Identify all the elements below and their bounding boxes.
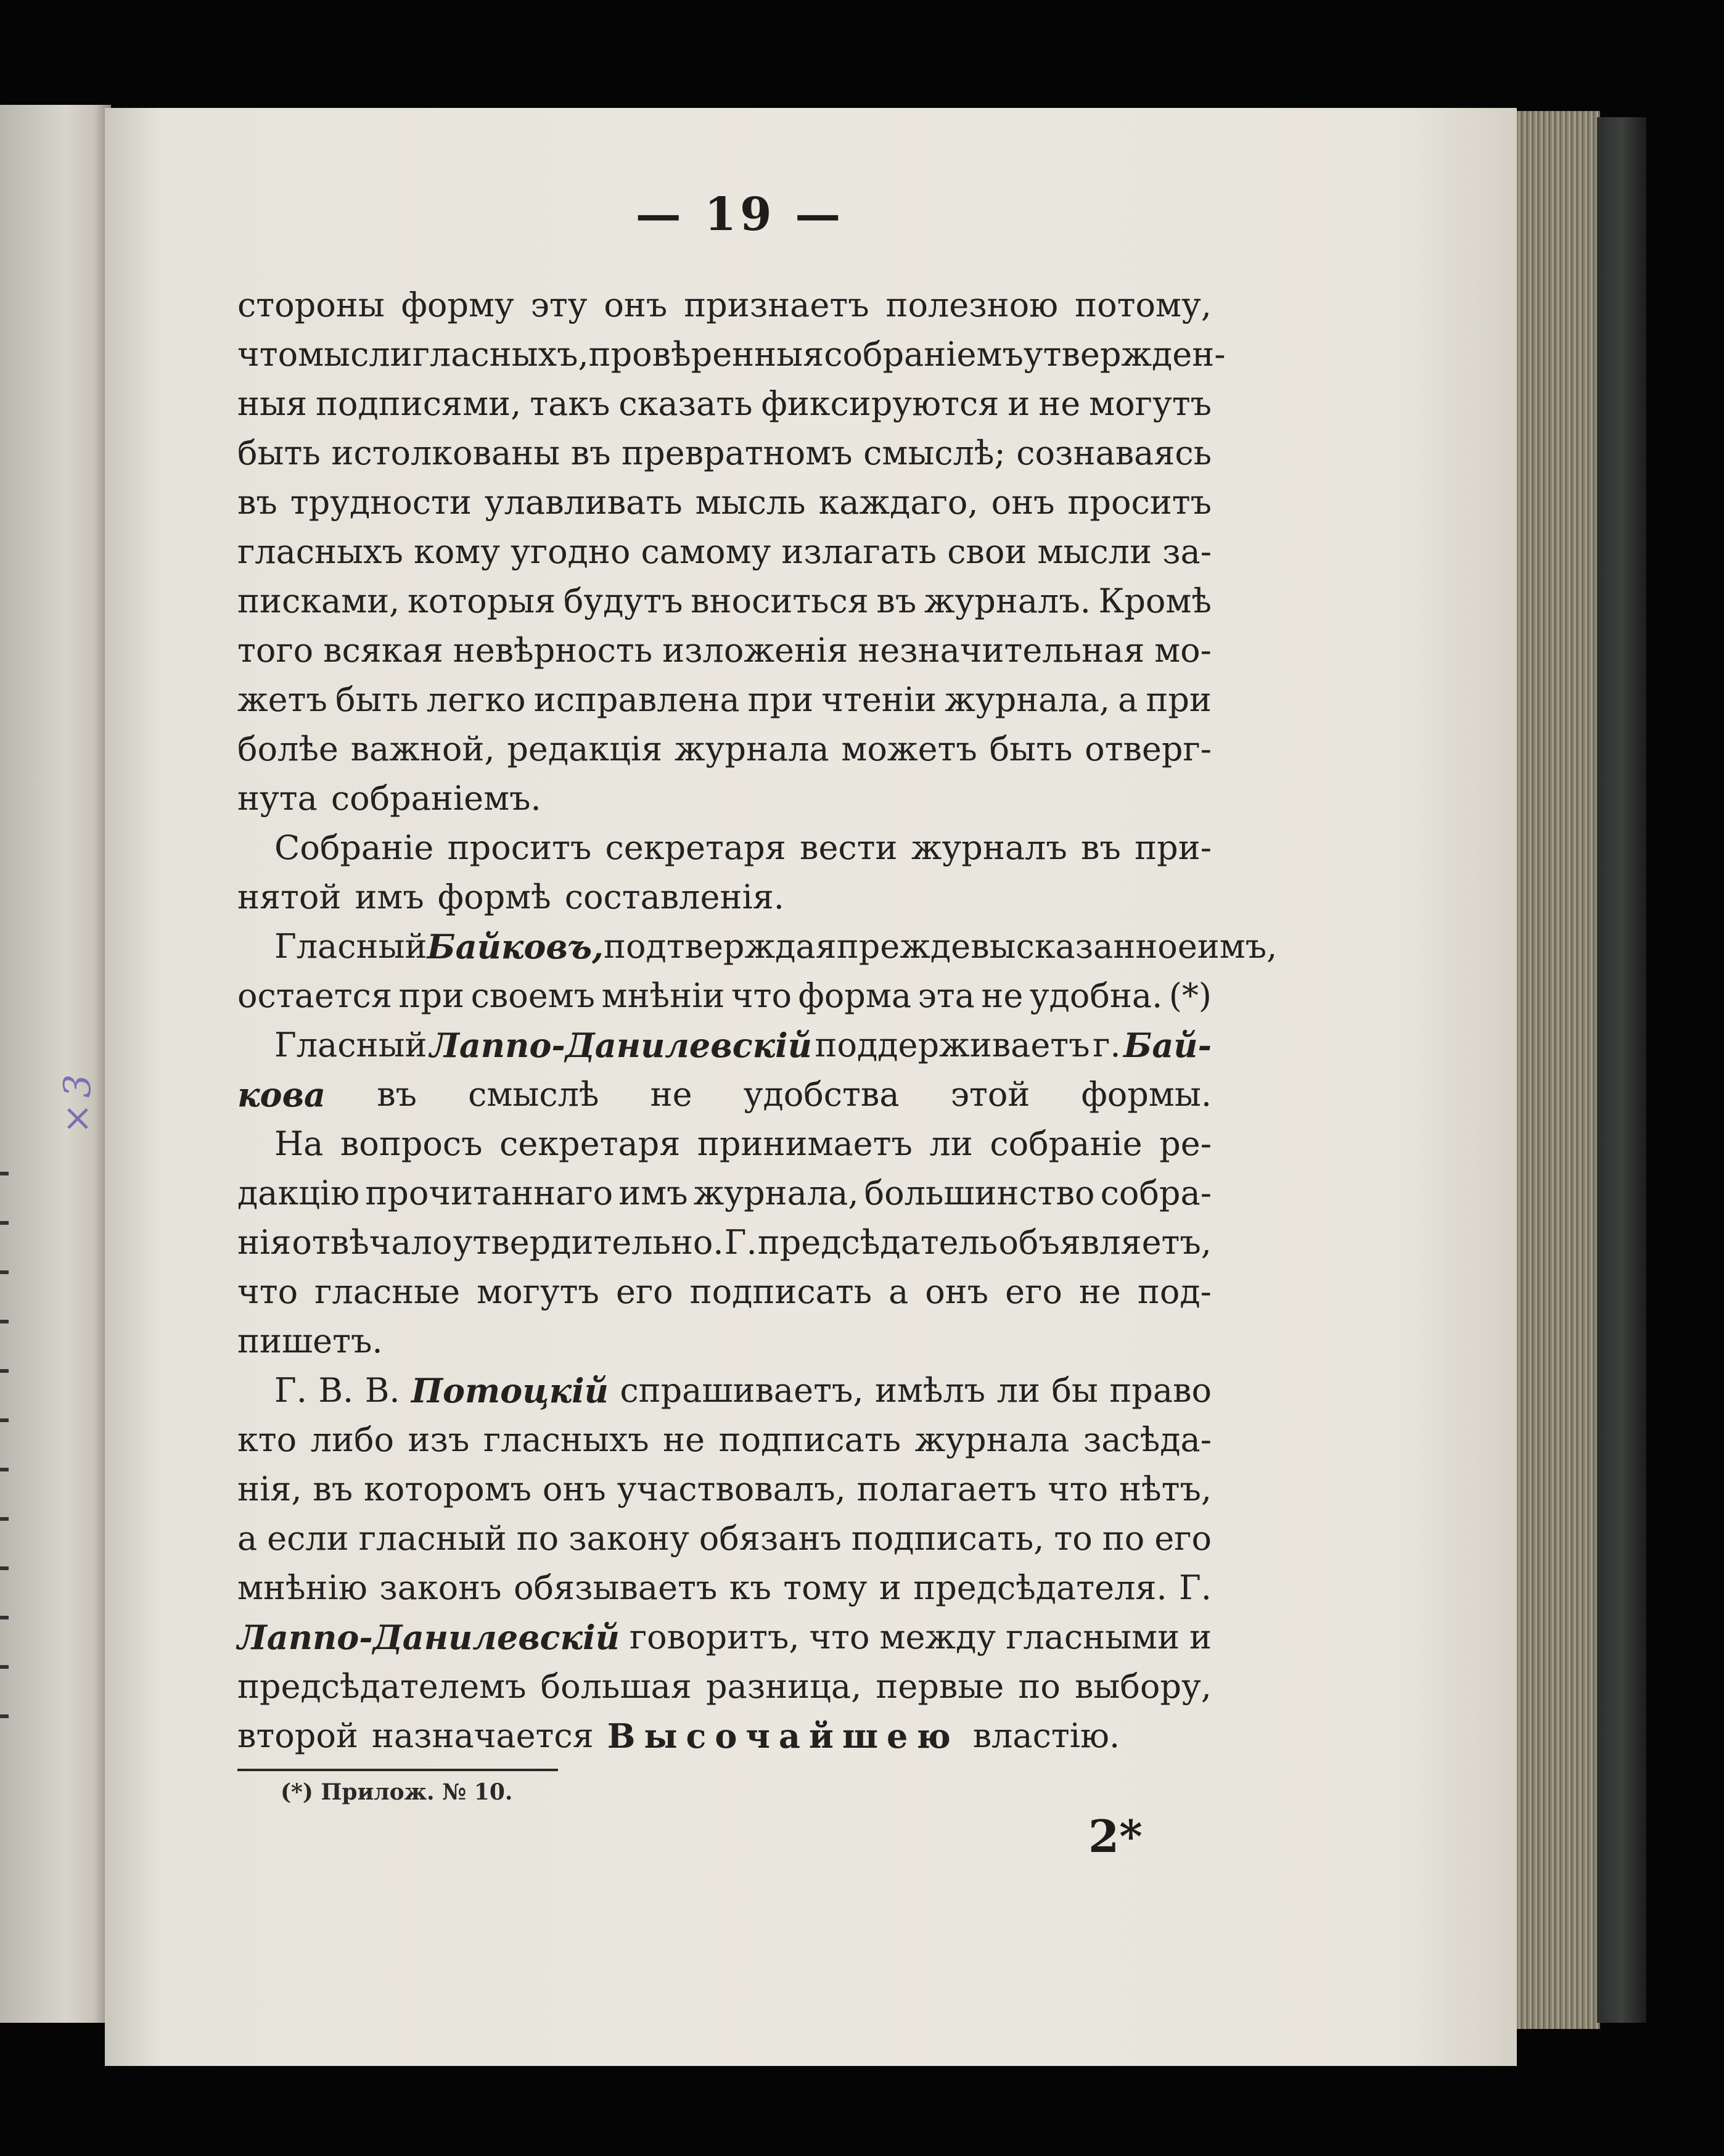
word: по <box>1102 1519 1145 1558</box>
word: и <box>879 1568 901 1607</box>
word: властію. <box>972 1716 1120 1755</box>
word: при <box>747 680 814 719</box>
word: въ <box>1081 828 1121 867</box>
text-line <box>237 429 1212 478</box>
word: подписями, <box>316 384 522 423</box>
word: къ <box>729 1568 771 1607</box>
word: онъ <box>604 286 668 324</box>
word: онъ <box>925 1272 989 1311</box>
text-line <box>237 1119 1212 1169</box>
word: гласныхъ <box>237 532 403 571</box>
word: имъ <box>618 1174 688 1212</box>
word: чтеніи <box>821 680 937 719</box>
word: остается <box>237 976 392 1015</box>
word: по <box>516 1519 559 1558</box>
word: нятой <box>237 878 342 916</box>
word: г. <box>1093 1026 1121 1064</box>
word: участвовалъ, <box>617 1470 846 1508</box>
word: быть <box>335 680 419 719</box>
word: пишетъ. <box>237 1322 383 1360</box>
word: предсѣдателемъ <box>237 1667 527 1706</box>
word: гласные <box>314 1272 461 1311</box>
word: журналъ <box>911 828 1067 867</box>
word: (*) <box>1168 976 1212 1015</box>
word: смыслѣ <box>468 1075 599 1114</box>
word: при- <box>1135 828 1212 867</box>
word: второй <box>237 1716 358 1755</box>
word: будутъ <box>563 582 683 620</box>
book-cover-edge <box>1597 117 1646 2023</box>
word: В. <box>318 1371 354 1410</box>
word: мысли <box>1037 532 1152 571</box>
word: подписать, <box>851 1519 1045 1558</box>
word: гласный <box>358 1519 507 1558</box>
word: этой <box>950 1075 1030 1114</box>
word: не <box>1078 1272 1121 1311</box>
word: исправлена <box>533 680 740 719</box>
text-line <box>237 1070 1212 1119</box>
word: Г. <box>724 1223 757 1262</box>
word: такъ <box>530 384 610 423</box>
word: засѣда- <box>1083 1420 1212 1459</box>
word: Байковъ, <box>427 927 604 966</box>
word: тому <box>783 1568 868 1607</box>
word: подписать <box>689 1272 872 1311</box>
word: эта <box>917 976 975 1015</box>
text-line <box>237 1711 1212 1761</box>
word: мнѣнію <box>237 1568 367 1607</box>
word: отвѣчало <box>292 1223 453 1262</box>
word: первые <box>876 1667 1004 1706</box>
text-line <box>237 1563 1212 1613</box>
word: жетъ <box>237 680 327 719</box>
page-number-header: — 19 — <box>635 188 845 241</box>
word: Лаппо-Данилевскій <box>430 1026 812 1065</box>
word: удобна. <box>1029 976 1163 1015</box>
word: стороны <box>237 286 385 324</box>
word: Гласный <box>274 1026 427 1064</box>
word: своемъ <box>470 976 596 1015</box>
word: важной, <box>350 730 495 768</box>
word: того <box>237 631 314 670</box>
word: фиксируются <box>761 384 1000 423</box>
word: писками, <box>237 582 400 620</box>
word: предсѣдателя. <box>913 1568 1167 1607</box>
word: составленія. <box>564 878 784 916</box>
word: кова <box>237 1075 326 1114</box>
word: формѣ <box>437 878 551 916</box>
word: и <box>1189 1618 1212 1656</box>
word: закону <box>569 1519 689 1558</box>
word: В. <box>364 1371 400 1410</box>
text-line <box>237 1021 1212 1070</box>
word: секретаря <box>605 828 786 867</box>
word: гласныхъ <box>483 1420 649 1459</box>
word: то <box>1054 1519 1093 1558</box>
text-line <box>237 1218 1212 1267</box>
word: назначается <box>371 1716 594 1755</box>
word: незначительная <box>858 631 1145 670</box>
word: большая <box>540 1667 692 1706</box>
word: секретаря <box>499 1124 681 1163</box>
word: болѣе <box>237 730 339 768</box>
word: кто <box>237 1420 297 1459</box>
word: за- <box>1162 532 1212 571</box>
word: каждаго, <box>818 483 979 522</box>
text-line <box>237 527 1212 577</box>
word: гласныхъ, <box>412 335 589 374</box>
word: Г. <box>274 1371 307 1410</box>
word: Лаппо-Данилевскій <box>237 1618 620 1657</box>
word: Бай- <box>1123 1026 1212 1065</box>
word: Потоцкій <box>411 1371 609 1410</box>
word: объявляетъ, <box>998 1223 1212 1262</box>
word: Г. <box>1179 1568 1212 1607</box>
word: истолкованы <box>331 434 560 472</box>
word: его <box>615 1272 673 1311</box>
word: могутъ <box>477 1272 599 1311</box>
word: утвержден- <box>1023 335 1226 374</box>
word: его <box>1154 1519 1212 1558</box>
word: не <box>981 976 1024 1015</box>
word: принимаетъ <box>697 1124 913 1163</box>
text-line <box>237 577 1212 626</box>
word: смыслѣ; <box>863 434 1006 472</box>
word: Гласный <box>274 927 427 966</box>
word: по <box>1018 1667 1061 1706</box>
word: На <box>274 1124 324 1163</box>
word: имъ, <box>1197 927 1278 966</box>
word: большинство <box>864 1174 1095 1212</box>
word: если <box>267 1519 349 1558</box>
footnote-rule <box>237 1769 558 1771</box>
text-line <box>237 922 1278 971</box>
word: что <box>237 1272 298 1311</box>
text-line <box>237 1169 1212 1218</box>
word: имѣлъ <box>874 1371 986 1410</box>
word: отверг- <box>1085 730 1212 768</box>
word: самому <box>641 532 771 571</box>
word: подтверждая <box>603 927 837 966</box>
word: при <box>1146 680 1212 719</box>
word: невѣрность <box>453 631 653 670</box>
handwritten-library-mark: ×3 <box>56 1074 99 1141</box>
word: угодно <box>511 532 631 571</box>
word: превратномъ <box>622 434 853 472</box>
word: вноситься <box>691 582 869 620</box>
signature-mark: 2* <box>1088 1810 1143 1862</box>
word: высказанное <box>971 927 1197 966</box>
text-line <box>237 281 1212 330</box>
word: при <box>398 976 465 1015</box>
word: а <box>237 1519 258 1558</box>
text-line <box>237 1415 1212 1465</box>
word: онъ <box>542 1470 606 1508</box>
word: мысли <box>298 335 413 374</box>
word: прежде <box>836 927 971 966</box>
footnote: (*) Прилож. № 10. <box>281 1779 513 1805</box>
word: законъ <box>379 1568 502 1607</box>
word: Высочайшею <box>607 1716 959 1756</box>
word: кому <box>413 532 500 571</box>
word: нія, <box>237 1470 302 1508</box>
word: форма <box>798 976 912 1015</box>
text-line <box>237 823 1212 873</box>
word: которыя <box>407 582 556 620</box>
word: ли <box>929 1124 973 1163</box>
word: нута <box>237 779 318 818</box>
word: бы <box>1051 1371 1098 1410</box>
word: либо <box>310 1420 394 1459</box>
text-line <box>237 1465 1212 1514</box>
word: сказать <box>618 384 753 423</box>
word: нія <box>237 1223 292 1262</box>
word: право <box>1109 1371 1212 1410</box>
word: мо- <box>1154 631 1212 670</box>
word: потому, <box>1075 286 1212 324</box>
word: его <box>1005 1272 1062 1311</box>
word: свои <box>947 532 1027 571</box>
word: журнала, <box>693 1174 859 1212</box>
word: что <box>731 976 792 1015</box>
word: утвердительно. <box>453 1223 724 1262</box>
word: эту <box>530 286 588 324</box>
word: мысль <box>695 483 806 522</box>
word: которомъ <box>363 1470 532 1508</box>
word: полезною <box>885 286 1059 324</box>
word: можетъ <box>841 730 977 768</box>
word: и <box>1008 384 1030 423</box>
word: сознаваясь <box>1016 434 1212 472</box>
word: удобства <box>743 1075 900 1114</box>
word: форму <box>401 286 514 324</box>
word: журнала <box>914 1420 1070 1459</box>
text-line <box>237 971 1212 1021</box>
word: поддерживаетъ <box>815 1026 1090 1064</box>
word: въ <box>313 1470 353 1508</box>
word: трудности <box>290 483 472 522</box>
word: изъ <box>408 1420 470 1459</box>
text-line <box>237 478 1212 527</box>
word: обязанъ <box>699 1519 842 1558</box>
word: разница, <box>705 1667 862 1706</box>
word: говоритъ, <box>629 1618 800 1656</box>
word: прочитаннаго <box>365 1174 614 1212</box>
word: собраніе <box>990 1124 1143 1163</box>
word: ли <box>996 1371 1040 1410</box>
word: а <box>889 1272 909 1311</box>
word: спрашиваетъ, <box>620 1371 864 1410</box>
text-line <box>237 1613 1212 1662</box>
text-line <box>237 1366 1212 1415</box>
text-line <box>237 1662 1212 1711</box>
text-line <box>237 774 1212 823</box>
word: вести <box>800 828 898 867</box>
word: провѣренныя <box>588 335 824 374</box>
word: что <box>809 1618 870 1656</box>
text-line <box>237 1317 1212 1366</box>
word: нѣтъ, <box>1119 1470 1212 1508</box>
word: журнала, <box>945 680 1110 719</box>
word: проситъ <box>447 828 592 867</box>
word: предсѣдатель <box>757 1223 998 1262</box>
page-body-text <box>237 281 1278 1761</box>
word: под- <box>1137 1272 1212 1311</box>
text-line <box>237 675 1212 725</box>
word: что <box>1048 1470 1109 1508</box>
text-line <box>237 330 1226 379</box>
word: не <box>663 1420 705 1459</box>
text-line <box>237 725 1212 774</box>
word: не <box>1038 384 1081 423</box>
word: что <box>237 335 298 374</box>
word: мнѣніи <box>601 976 725 1015</box>
word: журналъ. <box>924 582 1091 620</box>
word: въ <box>876 582 917 620</box>
word: дакцію <box>237 1174 360 1212</box>
word: собра- <box>1100 1174 1212 1212</box>
word: ре- <box>1159 1124 1212 1163</box>
word: улавливать <box>484 483 683 522</box>
word: онъ <box>991 483 1055 522</box>
word: проситъ <box>1067 483 1212 522</box>
word: формы. <box>1081 1075 1212 1114</box>
word: а <box>1118 680 1138 719</box>
word: между <box>879 1618 996 1656</box>
word: вопросъ <box>340 1124 483 1163</box>
word: могутъ <box>1089 384 1212 423</box>
word: собраніемъ <box>824 335 1024 374</box>
word: излагать <box>781 532 937 571</box>
word: Собраніе <box>274 828 434 867</box>
word: редакція <box>507 730 663 768</box>
book-block-edge <box>1508 111 1600 2029</box>
text-line <box>237 626 1212 675</box>
word: журнала <box>674 730 829 768</box>
word: быть <box>989 730 1073 768</box>
word: быть <box>237 434 321 472</box>
text-line <box>237 1267 1212 1317</box>
word: всякая <box>323 631 443 670</box>
text-line <box>237 379 1212 429</box>
word: подписать <box>718 1420 901 1459</box>
word: собраніемъ. <box>330 779 541 818</box>
word: въ <box>377 1075 417 1114</box>
text-line <box>237 873 1212 922</box>
word: Кромѣ <box>1098 582 1212 620</box>
word: легко <box>426 680 526 719</box>
word: выбору, <box>1075 1667 1212 1706</box>
word: гласными <box>1006 1618 1180 1656</box>
word: признаетъ <box>684 286 869 324</box>
word: обязываетъ <box>513 1568 718 1607</box>
word: имъ <box>355 878 424 916</box>
text-line <box>237 1514 1212 1563</box>
word: полагаетъ <box>856 1470 1037 1508</box>
word: не <box>650 1075 692 1114</box>
page-edge-marks <box>0 1172 9 1727</box>
word: изложенія <box>662 631 848 670</box>
word: ныя <box>237 384 308 423</box>
word: въ <box>570 434 611 472</box>
word: въ <box>237 483 277 522</box>
